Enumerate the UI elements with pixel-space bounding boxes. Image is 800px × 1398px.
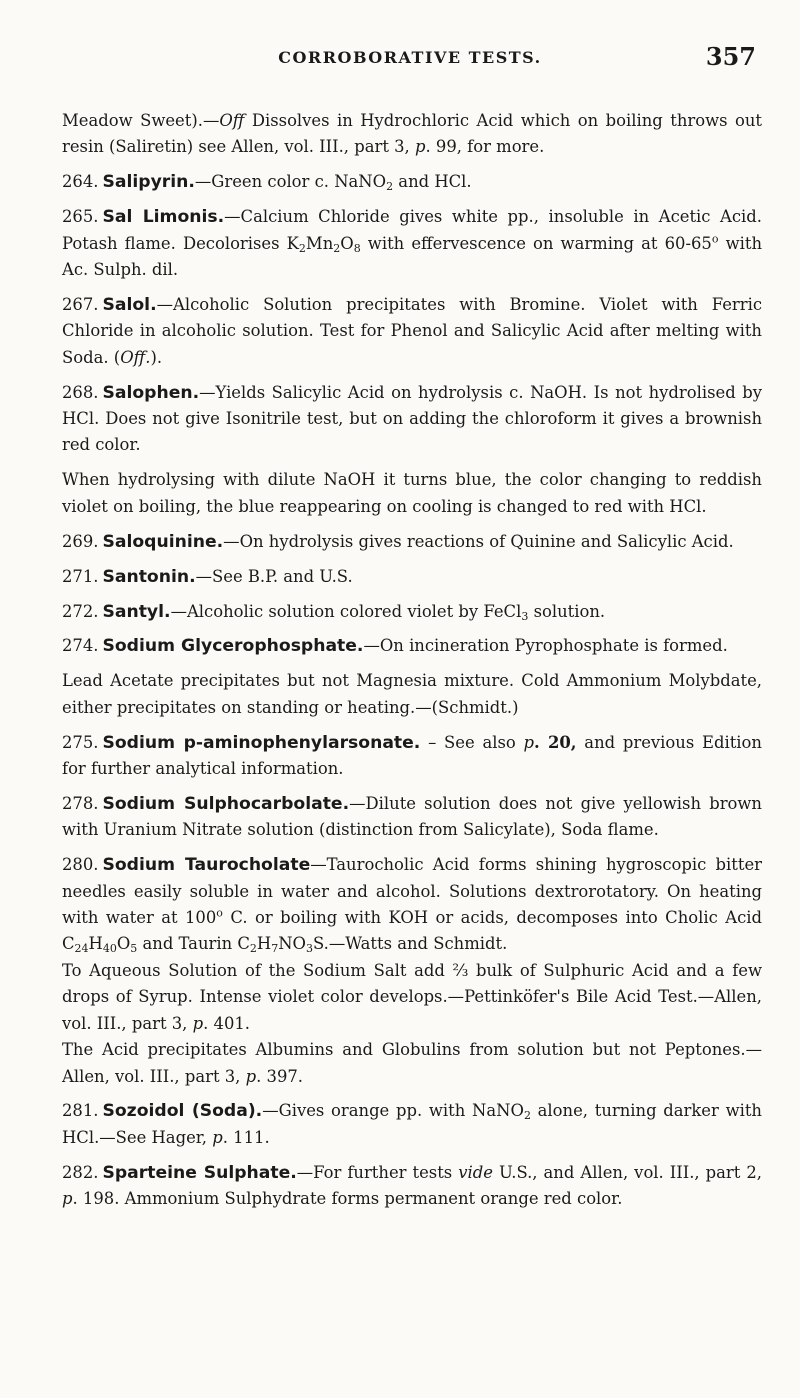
entry-267: 267. Salol.—Alcoholic Solution precipitates with Bromine. Violet with Ferric Chloride in alcoholic solution. Test for Phenol and Salicylic Acid after melting with Soda. (Off.). [62,294,762,367]
page-header [64,40,756,80]
entry-274-paragraph: Lead Acetate precipitates but not Magnesia mixture. Cold Ammonium Molybdate, either precipitates on standing or heating.—(Schmidt.) [62,671,762,717]
entry-275: 275. Sodium p-aminophenylarsonate. – See also p. 20, and previous Edition for further analytical information. [62,732,762,779]
entry-282: 282. Sparteine Sulphate.—For further tests vide U.S., and Allen, vol. III., part 2, p. 198. Ammonium Sulphydrate forms permanent orange red color. [62,1162,762,1209]
entry-274: 274. Sodium Glycerophosphate.—On incineration Pyrophosphate is formed. [62,636,728,657]
entry-268-paragraph: When hydrolysing with dilute NaOH it turns blue, the color changing to reddish violet on boiling, the blue reappearing on cooling is changed to red with HCl. [62,470,762,516]
entry-265: 265. Sal Limonis.—Calcium Chloride gives white pp., insoluble in Acetic Acid. Potash flame. Decolorises $K_2Mn_2O_8$ with effervescence on warming at 60-65$^o$ with Ac. Sulph. dil. [62,207,762,280]
entry-271: 271. Santonin.—See B.P. and U.S. [62,566,353,587]
entry-268: 268. Salophen.—Yields Salicylic Acid on hydrolysis c. NaOH. Is not hydrolised by HCl. Does not give Isonitrile test, but on adding the chloroform it gives a brownish red color. [62,382,762,455]
running-head: CORROBORATIVE TESTS. [278,48,542,67]
entry-280: 280. Sodium Taurocholate—Taurocholic Acid forms shining hygroscopic bitter needles easily soluble in water and alcohol. Solutions dextrorotatory. On heating with water at 100$^o$ C. or boiling with KOH or acids, decomposes into Cholic Acid $C_{24}H_{40}O_5$ and Taurin $C_2H_7NO_3S.—Watts$ and Schmidt. [62,855,762,956]
entry-continuation: Meadow Sweet).—Off Dissolves in Hydrochloric Acid which on boiling throws out resin (Saliretin) see Allen, vol. III., part 3, p. 99, for more. [62,111,762,157]
entry-280-paragraph-3: The Acid precipitates Albumins and Globulins from solution but not Peptones.—Allen, vol. III., part 3, p. 397. [62,1040,762,1086]
page-number: 357 [705,42,756,71]
entry-264: 264. Salipyrin.—Green color c. NaNO$_2$ and HCl. [62,172,472,194]
entry-269: 269. Saloquinine.—On hydrolysis gives reactions of Quinine and Salicylic Acid. [62,531,734,552]
entry-280-paragraph-2: To Aqueous Solution of the Sodium Salt add ⅔ bulk of Sulphuric Acid and a few drops of Syrup. Intense violet color develops.—Pettinköfer's Bile Acid Test.—Allen, vol. III., part 3, p. 401. [62,960,763,1033]
entry-272: 272. Santyl.—Alcoholic solution colored violet by FeCl$_3$ solution. [62,601,606,623]
page-body [62,108,762,1221]
entry-281: 281. Sozoidol (Soda).—Gives orange pp. with NaNO$_2$ alone, turning darker with HCl.—See Hager, p. 111. [62,1101,762,1147]
entry-278: 278. Sodium Sulphocarbolate.—Dilute solution does not give yellowish brown with Uranium Nitrate solution (distinction from Salicylate), Soda flame. [62,793,762,840]
